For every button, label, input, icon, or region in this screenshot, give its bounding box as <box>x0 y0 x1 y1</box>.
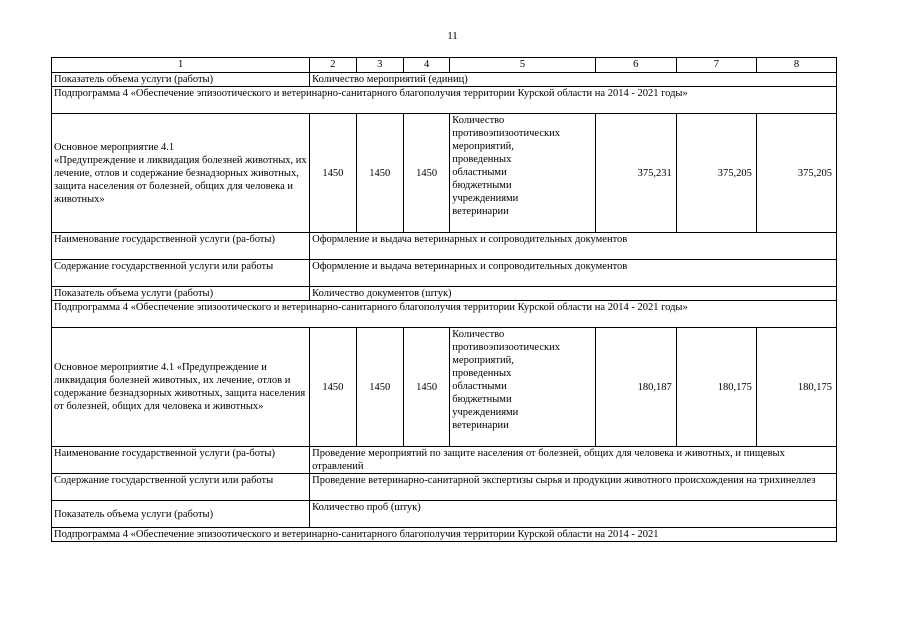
subprogram-title: Подпрограмма 4 «Обеспечение эпизоотического и ветеринарно-санитарного благополучия территории Курской области на 2014 - 2021 годы» <box>52 301 837 328</box>
measure-value-col6: 375,231 <box>595 114 676 233</box>
indicator-row <box>52 73 837 87</box>
service-name-row <box>52 447 837 474</box>
service-name-label: Наименование государственной услуги (ра-боты) <box>52 233 310 260</box>
indicator-value: Количество документов (штук) <box>310 287 837 301</box>
service-name-value: Проведение мероприятий по защите населения от болезней, общих для человека и животных, и пищевых отравлений <box>310 447 837 474</box>
measure-indicator: Количество противоэпизоотических мероприятий, проведенных областными бюджетными учреждениями ветеринарии <box>450 114 595 233</box>
column-header-4: 4 <box>403 58 449 73</box>
measure-row <box>52 328 837 447</box>
measure-value-col3: 1450 <box>356 328 403 447</box>
service-table <box>51 57 837 542</box>
measure-name: Основное мероприятие 4.1 «Предупреждение и ликвидация болезней животных, их лечение, отлов и содержание безнадзорных животных, защита населения от болезней, общих для человека и животных» <box>52 328 310 447</box>
indicator-label: Показатель объема услуги (работы) <box>52 501 310 528</box>
column-header-8: 8 <box>756 58 836 73</box>
measure-indicator: Количество противоэпизоотических мероприятий, проведенных областными бюджетными учреждениями ветеринарии <box>450 328 595 447</box>
measure-value-col3: 1450 <box>356 114 403 233</box>
measure-value-col2: 1450 <box>310 328 356 447</box>
column-header-5: 5 <box>450 58 595 73</box>
subprogram-row <box>52 301 837 328</box>
page-number: 11 <box>447 30 458 42</box>
column-header-3: 3 <box>356 58 403 73</box>
indicator-label: Показатель объема услуги (работы) <box>52 287 310 301</box>
indicator-value: Количество мероприятий (единиц) <box>310 73 837 87</box>
service-name-row <box>52 233 837 260</box>
service-content-label: Содержание государственной услуги или работы <box>52 260 310 287</box>
measure-name: Основное мероприятие 4.1 «Предупреждение и ликвидация болезней животных, их лечение, отлов и содержание безнадзорных животных, защита населения от болезней, общих для человека и животных» <box>52 114 310 233</box>
measure-value-col6: 180,187 <box>595 328 676 447</box>
column-header-6: 6 <box>595 58 676 73</box>
service-name-value: Оформление и выдача ветеринарных и сопроводительных документов <box>310 233 837 260</box>
indicator-value: Количество проб (штук) <box>310 501 837 528</box>
indicator-row <box>52 287 837 301</box>
column-header-7: 7 <box>676 58 756 73</box>
measure-value-col7: 375,205 <box>676 114 756 233</box>
measure-row <box>52 114 837 233</box>
measure-value-col4: 1450 <box>403 328 449 447</box>
column-header-2: 2 <box>310 58 356 73</box>
column-header-1: 1 <box>52 58 310 73</box>
measure-value-col8: 180,175 <box>756 328 836 447</box>
measure-value-col8: 375,205 <box>756 114 836 233</box>
measure-value-col7: 180,175 <box>676 328 756 447</box>
subprogram-title: Подпрограмма 4 «Обеспечение эпизоотического и ветеринарно-санитарного благополучия территории Курской области на 2014 - 2021 <box>52 528 837 542</box>
service-content-label: Содержание государственной услуги или работы <box>52 474 310 501</box>
measure-value-col4: 1450 <box>403 114 449 233</box>
subprogram-row <box>52 87 837 114</box>
service-content-row <box>52 260 837 287</box>
service-name-label: Наименование государственной услуги (ра-боты) <box>52 447 310 474</box>
subprogram-row <box>52 528 837 542</box>
indicator-label: Показатель объема услуги (работы) <box>52 73 310 87</box>
subprogram-title: Подпрограмма 4 «Обеспечение эпизоотического и ветеринарно-санитарного благополучия территории Курской области на 2014 - 2021 годы» <box>52 87 837 114</box>
service-content-value: Проведение ветеринарно-санитарной экспертизы сырья и продукции животного происхождения на трихинеллез <box>310 474 837 501</box>
measure-value-col2: 1450 <box>310 114 356 233</box>
column-header-row <box>52 58 837 73</box>
service-content-value: Оформление и выдача ветеринарных и сопроводительных документов <box>310 260 837 287</box>
service-content-row <box>52 474 837 501</box>
indicator-row <box>52 501 837 528</box>
